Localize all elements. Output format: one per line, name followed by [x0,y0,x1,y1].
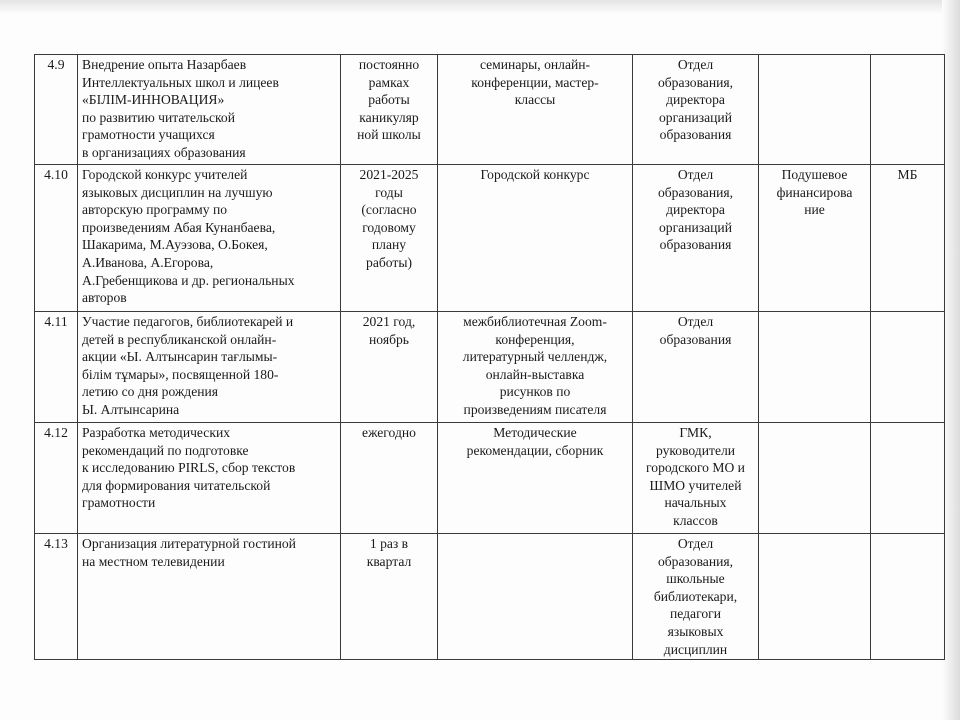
responsible-cell: Отдел образования, директора организаций образования [633,165,759,312]
activity-name-cell: Организация литературной гостиной на местном телевидении [78,534,341,660]
completion-form-cell [438,534,633,660]
funding-source-cell [871,55,945,165]
table-row [35,423,945,534]
responsible-cell: ГМК, руководители городского МО и ШМО учителей начальных классов [633,423,759,534]
funding-source-cell: МБ [871,165,945,312]
term-cell: 2021 год, ноябрь [341,312,438,423]
row-number-cell: 4.10 [35,165,78,312]
funding-source-cell [871,312,945,423]
row-number-cell: 4.12 [35,423,78,534]
completion-form-cell: Городской конкурс [438,165,633,312]
scan-edge-top [0,0,960,14]
financing-cell [759,534,871,660]
table-row [35,312,945,423]
row-number-cell: 4.13 [35,534,78,660]
row-number-cell: 4.9 [35,55,78,165]
completion-form-cell: Методические рекомендации, сборник [438,423,633,534]
action-plan-table [34,54,945,660]
financing-cell [759,312,871,423]
term-cell: постоянно рамках работы каникуляр ной школы [341,55,438,165]
table-row [35,55,945,165]
table-row [35,534,945,660]
funding-source-cell [871,534,945,660]
responsible-cell: Отдел образования, школьные библиотекари, педагоги языковых дисциплин [633,534,759,660]
completion-form-cell: межбиблиотечная Zoom- конференция, литературный челлендж, онлайн-выставка рисунков по произведениям писателя [438,312,633,423]
term-cell: ежегодно [341,423,438,534]
activity-name-cell: Участие педагогов, библиотекарей и детей в республиканской онлайн- акции «Ы. Алтынсарин тағлымы- білім тұмары», посвященной 180- летию со дня рождения Ы. Алтынсарина [78,312,341,423]
row-number-cell: 4.11 [35,312,78,423]
responsible-cell: Отдел образования, директора организаций образования [633,55,759,165]
activity-name-cell: Внедрение опыта Назарбаев Интеллектуальных школ и лицеев «БІЛІМ-ИННОВАЦИЯ» по развитию читательской грамотности учащихся в организациях образования [78,55,341,165]
financing-cell [759,55,871,165]
financing-cell: Подушевое финансирова ние [759,165,871,312]
term-cell: 2021-2025 годы (согласно годовому плану работы) [341,165,438,312]
table-row [35,165,945,312]
term-cell: 1 раз в квартал [341,534,438,660]
activity-name-cell: Разработка методических рекомендаций по подготовке к исследованию PIRLS, сбор текстов для формирования читательской грамотности [78,423,341,534]
responsible-cell: Отдел образования [633,312,759,423]
funding-source-cell [871,423,945,534]
financing-cell [759,423,871,534]
completion-form-cell: семинары, онлайн- конференции, мастер- классы [438,55,633,165]
activity-name-cell: Городской конкурс учителей языковых дисциплин на лучшую авторскую программу по произведениям Абая Кунанбаева, Шакарима, М.Ауэзова, О.Бокея, А.Иванова, А.Егорова, А.Гребенщикова и др. региональных авторов [78,165,341,312]
